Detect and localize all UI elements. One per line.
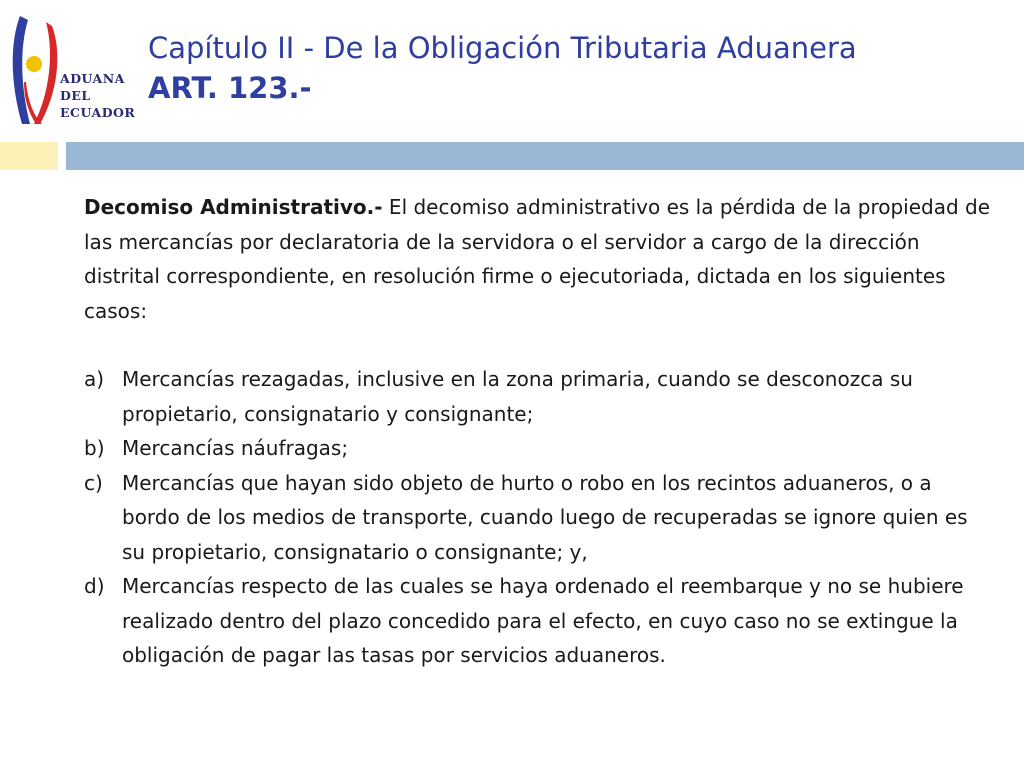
chapter-title: Capítulo II - De la Obligación Tributaria Aduanera [148,31,857,65]
aduana-emblem-icon [8,12,68,130]
definition-paragraph [84,190,994,328]
slide-title [148,28,1008,108]
logo-text [60,70,135,121]
list-item [84,431,994,466]
logo-line-3: ECUADOR [60,105,136,120]
logo-line-1: ADUANA [60,71,125,86]
aduana-logo [8,12,140,130]
list-item [84,466,994,570]
list-item-text: Mercancías que hayan sido objeto de hurto o robo en los recintos aduaneros, o a bordo de los medios de transporte, cuando luego de recuperadas se ignore quien es su propietario, consignatario o consignante; y, [122,470,968,564]
list-marker: d) [84,574,105,598]
list-marker: b) [84,436,105,460]
cases-list [84,362,994,673]
definition-text: El decomiso administrativo es la pérdida de la propiedad de las mercancías por declaratoria de la servidora o el servidor a cargo de la dirección distrital correspondiente, en resolución firme o ejecutoriada, dictada en los siguientes casos: [84,195,991,323]
logo-line-2: DEL [60,88,91,103]
definition-term: Decomiso Administrativo.- [84,195,383,219]
article-title: ART. 123.- [148,71,312,105]
article-body [84,190,994,673]
header-accent-yellow [0,142,58,170]
list-item-text: Mercancías respecto de las cuales se haya ordenado el reembarque y no se hubiere realizado dentro del plazo concedido para el efecto, en cuyo caso no se extingue la obligación de pagar las tasas por servicios aduaneros. [122,574,964,667]
list-item [84,362,994,431]
list-item-text: Mercancías rezagadas, inclusive en la zona primaria, cuando se desconozca su propietario, consignatario y consignante; [122,367,913,426]
header-accent-blue [66,142,1024,170]
list-item [84,569,994,673]
list-marker: c) [84,470,103,495]
list-marker: a) [84,367,105,391]
list-item-text: Mercancías náufragas; [122,436,349,460]
